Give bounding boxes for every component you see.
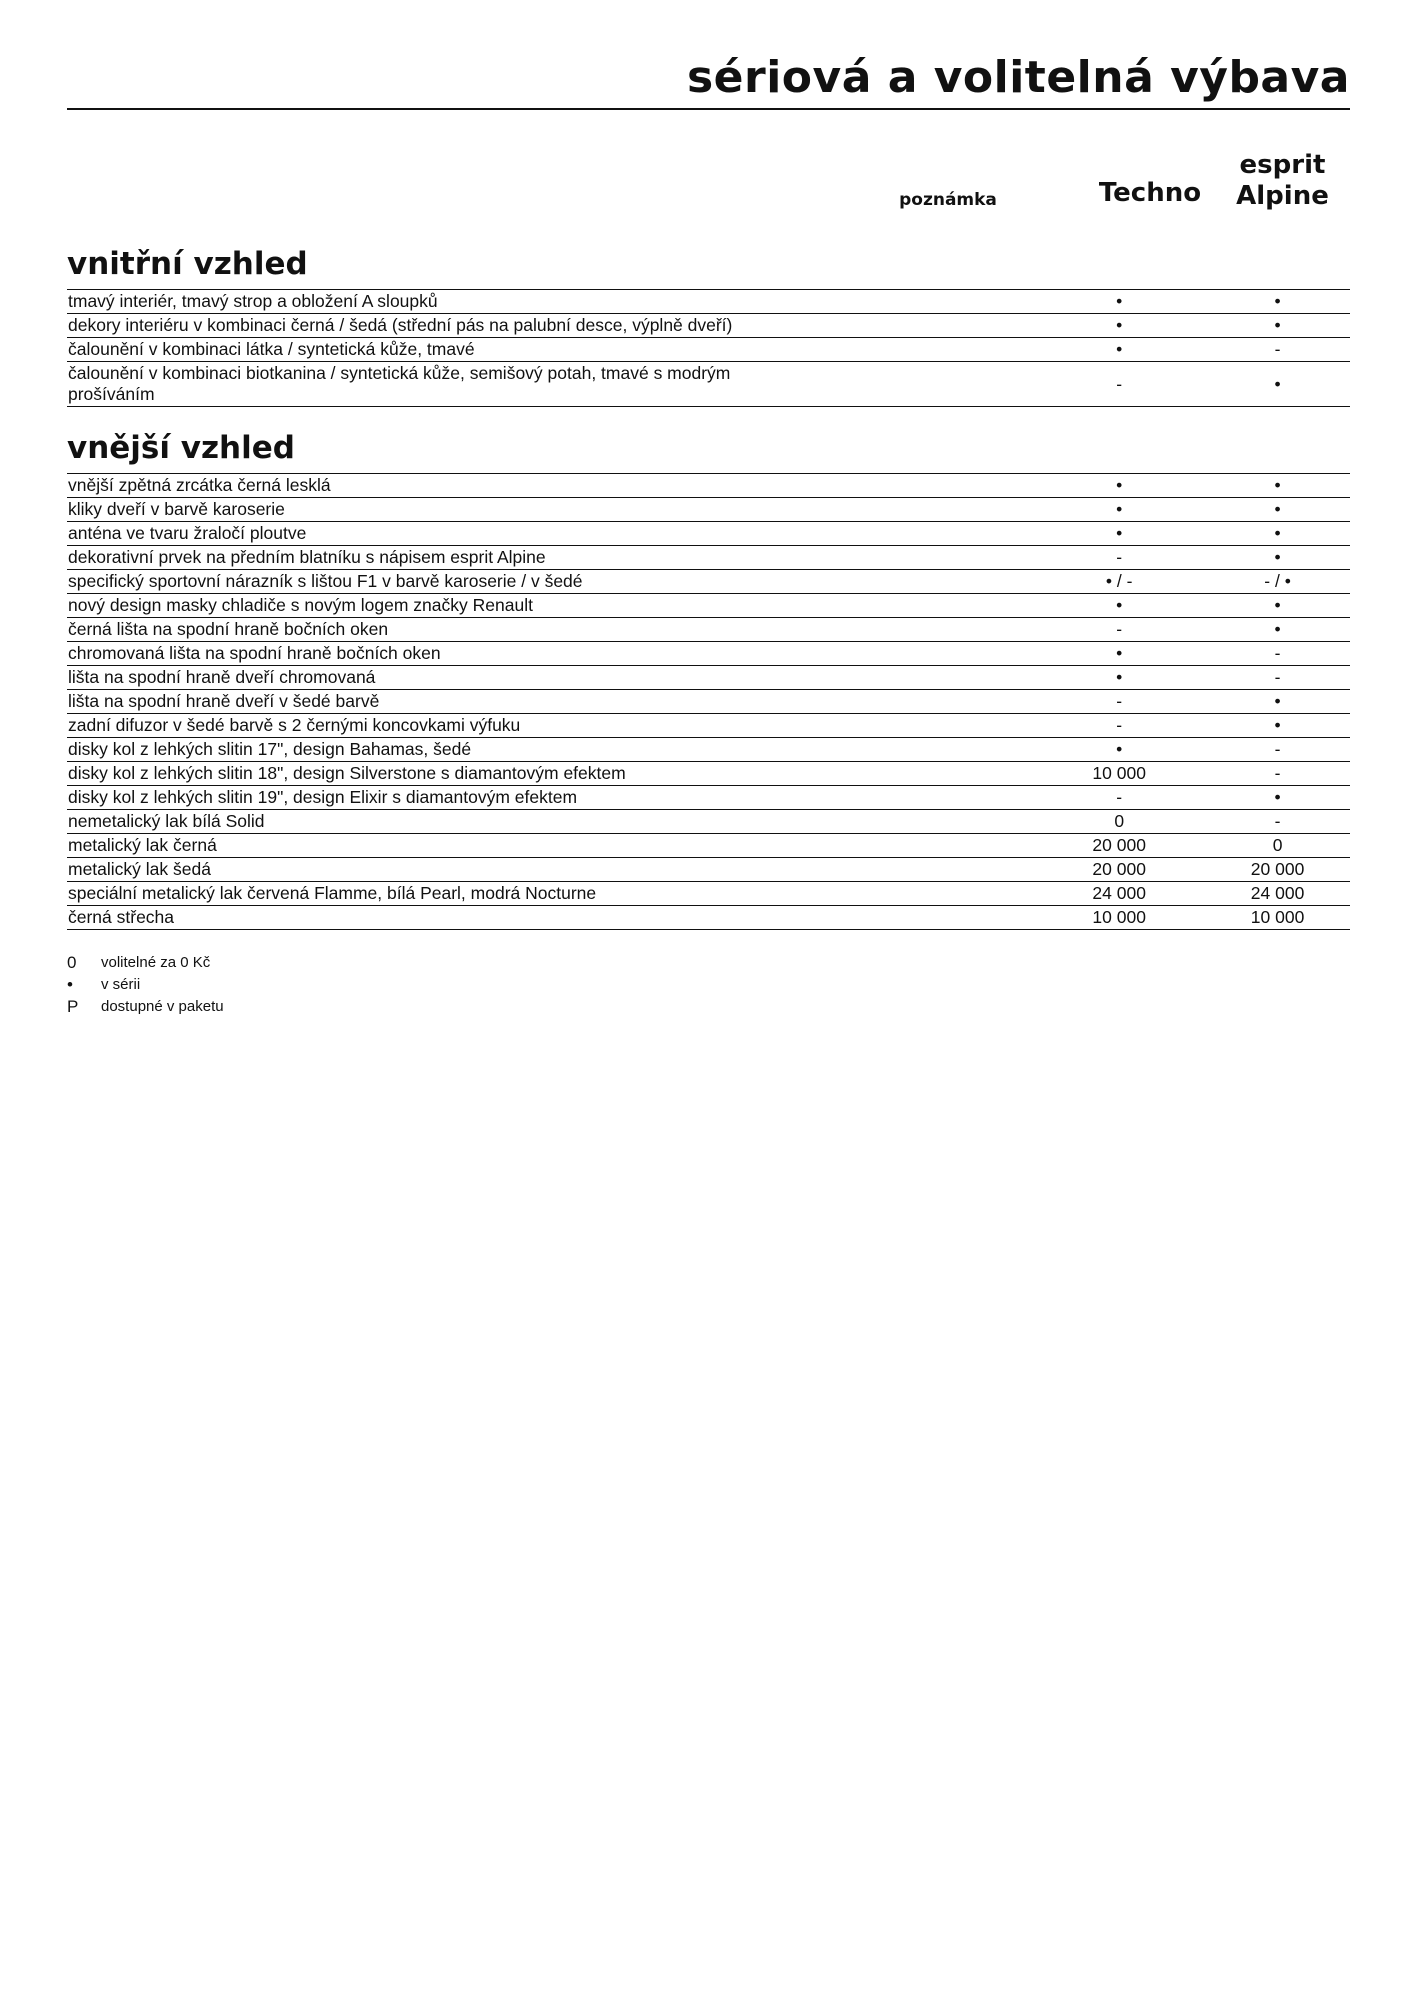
table-row <box>67 809 1350 833</box>
row-techno-value: • <box>1116 315 1123 335</box>
row-label: speciální metalický lak červená Flamme, bílá Pearl, modrá Nocturne <box>68 883 597 903</box>
row-label: dekory interiéru v kombinaci černá / šedá (střední pás na palubní desce, výplně dveří) <box>68 315 733 335</box>
table-row <box>67 361 1350 407</box>
row-techno-value: - <box>1116 619 1123 639</box>
row-note <box>847 474 1033 497</box>
row-label: čalounění v kombinaci látka / syntetická kůže, tmavé <box>68 339 475 359</box>
row-alpine-value: - / • <box>1264 571 1291 591</box>
row-label: lišta na spodní hraně dveří chromovaná <box>68 667 376 687</box>
table-row <box>67 905 1350 930</box>
table-row <box>67 313 1350 337</box>
row-techno-value: 10 000 <box>1092 763 1146 783</box>
row-note <box>847 882 1033 905</box>
row-techno-value: • <box>1116 739 1123 759</box>
column-header-esprit-alpine-line1: esprit <box>1239 150 1326 180</box>
title-divider <box>67 108 1350 110</box>
row-note <box>847 810 1033 833</box>
legend <box>67 952 224 1018</box>
table-row <box>67 521 1350 545</box>
row-label: nemetalický lak bílá Solid <box>68 811 265 831</box>
row-label: specifický sportovní nárazník s lištou F1 v barvě karoserie / v šedé <box>68 571 583 591</box>
row-label: disky kol z lehkých slitin 18", design Silverstone s diamantovým efektem <box>68 763 626 783</box>
row-techno-value: • <box>1116 339 1123 359</box>
row-label: metalický lak šedá <box>68 859 211 879</box>
row-label: černá střecha <box>68 907 175 927</box>
exterior-table <box>67 473 1350 930</box>
row-alpine-value: - <box>1274 667 1281 687</box>
row-label: vnější zpětná zrcátka černá lesklá <box>68 475 331 495</box>
legend-text: v sérii <box>101 976 141 993</box>
table-row <box>67 337 1350 361</box>
row-techno-value: 24 000 <box>1092 883 1146 903</box>
column-header-note: poznámka <box>899 190 997 210</box>
row-note <box>847 570 1033 593</box>
legend-text: dostupné v paketu <box>101 998 224 1015</box>
row-techno-value: 20 000 <box>1092 835 1146 855</box>
row-label: tmavý interiér, tmavý strop a obložení A sloupků <box>68 291 438 311</box>
row-label: lišta na spodní hraně dveří v šedé barvě <box>68 691 380 711</box>
row-alpine-value: 24 000 <box>1250 883 1305 903</box>
row-alpine-value: • <box>1274 523 1281 543</box>
row-alpine-value: • <box>1274 475 1281 495</box>
legend-symbol: P <box>67 997 79 1016</box>
row-note <box>847 338 1033 361</box>
row-label: zadní difuzor v šedé barvě s 2 černými koncovkami výfuku <box>68 715 521 735</box>
row-alpine-value: 0 <box>1272 835 1283 855</box>
row-note <box>847 362 1033 406</box>
row-alpine-value: • <box>1274 499 1281 519</box>
table-row <box>67 593 1350 617</box>
legend-item <box>67 996 224 1018</box>
section-title-interior: vnitřní vzhled <box>67 246 308 282</box>
row-techno-value: - <box>1116 547 1123 567</box>
row-label: disky kol z lehkých slitin 19", design Elixir s diamantovým efektem <box>68 787 578 807</box>
row-note <box>847 618 1033 641</box>
interior-table <box>67 289 1350 407</box>
row-techno-value: 20 000 <box>1092 859 1146 879</box>
legend-item <box>67 952 224 974</box>
row-note <box>847 642 1033 665</box>
row-note <box>847 762 1033 785</box>
row-techno-value: 10 000 <box>1092 907 1146 927</box>
row-alpine-value: - <box>1274 811 1281 831</box>
row-label: černá lišta na spodní hraně bočních oken <box>68 619 389 639</box>
row-label: dekorativní prvek na předním blatníku s nápisem esprit Alpine <box>68 547 546 567</box>
row-alpine-value: • <box>1274 619 1281 639</box>
row-note <box>847 522 1033 545</box>
table-row <box>67 689 1350 713</box>
table-row <box>67 641 1350 665</box>
table-row <box>67 785 1350 809</box>
row-techno-value: • <box>1116 667 1123 687</box>
row-alpine-value: • <box>1274 315 1281 335</box>
row-techno-value: - <box>1116 787 1123 807</box>
table-row <box>67 857 1350 881</box>
table-row <box>67 665 1350 689</box>
legend-text: volitelné za 0 Kč <box>101 954 211 971</box>
row-note <box>847 858 1033 881</box>
section-title-exterior: vnější vzhled <box>67 430 295 466</box>
row-techno-value: - <box>1116 691 1123 711</box>
table-row <box>67 545 1350 569</box>
table-row <box>67 497 1350 521</box>
row-label: anténa ve tvaru žraločí ploutve <box>68 523 307 543</box>
row-label: disky kol z lehkých slitin 17", design Bahamas, šedé <box>68 739 472 759</box>
row-note <box>847 786 1033 809</box>
page-title: sériová a volitelná výbava <box>686 52 1350 103</box>
row-note <box>847 290 1033 313</box>
legend-symbol: 0 <box>67 953 77 972</box>
table-row <box>67 737 1350 761</box>
column-header-esprit-alpine <box>1215 150 1350 212</box>
row-techno-value: • <box>1116 475 1123 495</box>
row-note <box>847 594 1033 617</box>
table-row <box>67 617 1350 641</box>
row-alpine-value: 10 000 <box>1250 907 1305 927</box>
table-row <box>67 713 1350 737</box>
row-note <box>847 834 1033 857</box>
row-alpine-value: • <box>1274 373 1281 394</box>
table-row <box>67 289 1350 313</box>
row-label: kliky dveří v barvě karoserie <box>68 499 285 519</box>
row-techno-value: • <box>1116 499 1123 519</box>
row-techno-value: • <box>1116 291 1123 311</box>
row-note <box>847 314 1033 337</box>
row-alpine-value: - <box>1274 339 1281 359</box>
table-row <box>67 473 1350 497</box>
row-note <box>847 546 1033 569</box>
legend-item <box>67 974 224 996</box>
table-row <box>67 833 1350 857</box>
row-alpine-value: 20 000 <box>1250 859 1305 879</box>
table-row <box>67 569 1350 593</box>
row-techno-value: • <box>1116 523 1123 543</box>
row-note <box>847 906 1033 929</box>
row-note <box>847 666 1033 689</box>
row-alpine-value: • <box>1274 715 1281 735</box>
row-alpine-value: - <box>1274 643 1281 663</box>
row-alpine-value: • <box>1274 291 1281 311</box>
row-alpine-value: • <box>1274 595 1281 615</box>
row-label: metalický lak černá <box>68 835 217 855</box>
column-header-esprit-alpine-line2: Alpine <box>1236 181 1329 211</box>
row-techno-value: 0 <box>1114 811 1125 831</box>
row-note <box>847 738 1033 761</box>
row-note <box>847 498 1033 521</box>
row-label: nový design masky chladiče s novým logem značky Renault <box>68 595 533 615</box>
row-label: chromovaná lišta na spodní hraně bočních oken <box>68 643 441 663</box>
row-techno-value: • <box>1116 643 1123 663</box>
row-techno-value: - <box>1116 373 1123 394</box>
row-alpine-value: • <box>1274 547 1281 567</box>
legend-symbol: • <box>67 975 73 994</box>
row-techno-value: • <box>1116 595 1123 615</box>
row-label: čalounění v kombinaci biotkanina / syntetická kůže, semišový potah, tmavé s modrým prošíváním <box>68 363 731 404</box>
column-header-techno: Techno <box>1098 178 1202 208</box>
row-alpine-value: - <box>1274 763 1281 783</box>
row-alpine-value: - <box>1274 739 1281 759</box>
row-alpine-value: • <box>1274 691 1281 711</box>
row-note <box>847 714 1033 737</box>
row-note <box>847 690 1033 713</box>
row-techno-value: • / - <box>1105 571 1133 591</box>
row-alpine-value: • <box>1274 787 1281 807</box>
row-techno-value: - <box>1116 715 1123 735</box>
table-row <box>67 761 1350 785</box>
table-row <box>67 881 1350 905</box>
